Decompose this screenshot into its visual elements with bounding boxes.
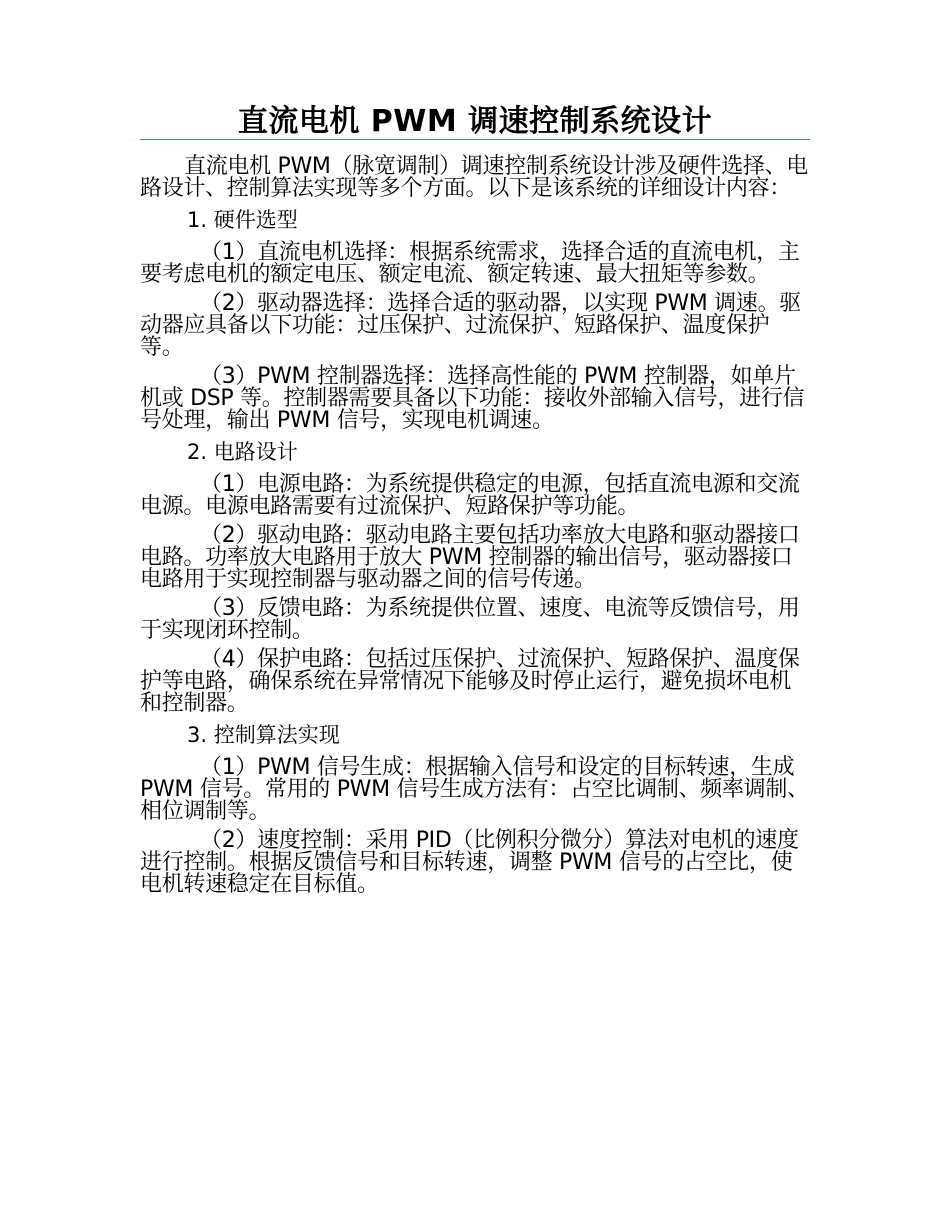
- section-heading-circuit: 2. 电路设计: [187, 440, 298, 464]
- paragraph-drive-circuit: （2）驱动电路：驱动电路主要包括功率放大电路和驱动器接口电路。功率放大电路用于放大 PWM 控制器的输出信号，驱动器接口电路用于实现控制器与驱动器之间的信号传递。: [140, 523, 800, 592]
- paragraph-protection-circuit: （4）保护电路：包括过压保护、过流保护、短路保护、温度保护等电路，确保系统在异常情况下能够及时停止运行，避免损坏电机和控制器。: [140, 647, 800, 716]
- document-title: 直流电机 PWM 调速控制系统设计: [237, 104, 713, 139]
- section-heading-control-algorithm: 3. 控制算法实现: [187, 723, 340, 747]
- paragraph-pwm-controller-selection: （3）PWM 控制器选择：选择高性能的 PWM 控制器，如单片机或 DSP 等。控制器需要具备以下功能：接收外部输入信号，进行信号处理，输出 PWM 信号，实现电机调速。: [140, 364, 805, 433]
- document-body: [140, 156, 810, 903]
- paragraph-feedback-circuit: （3）反馈电路：为系统提供位置、速度、电流等反馈信号，用于实现闭环控制。: [140, 596, 800, 643]
- intro-paragraph: 直流电机 PWM（脉宽调制）调速控制系统设计涉及硬件选择、电路设计、控制算法实现等多个方面。以下是该系统的详细设计内容：: [140, 154, 808, 201]
- section-heading-hardware: 1. 硬件选型: [187, 208, 298, 232]
- title-underline: [140, 139, 810, 140]
- paragraph-pwm-signal-generation: （1）PWM 信号生成：根据输入信号和设定的目标转速，生成 PWM 信号。常用的 PWM 信号生成方法有：占空比调制、频率调制、相位调制等。: [140, 755, 809, 824]
- paragraph-driver-selection: （2）驱动器选择：选择合适的驱动器，以实现 PWM 调速。驱动器应具备以下功能：过压保护、过流保护、短路保护、温度保护等。: [140, 291, 801, 360]
- paragraph-motor-selection: （1）直流电机选择：根据系统需求，选择合适的直流电机，主要考虑电机的额定电压、额定电流、额定转速、最大扭矩等参数。: [140, 240, 800, 287]
- paragraph-speed-control: （2）速度控制：采用 PID（比例积分微分）算法对电机的速度进行控制。根据反馈信号和目标转速，调整 PWM 信号的占空比，使电机转速稳定在目标值。: [140, 828, 799, 897]
- paragraph-power-circuit: （1）电源电路：为系统提供稳定的电源，包括直流电源和交流电源。电源电路需要有过流保护、短路保护等功能。: [140, 472, 800, 519]
